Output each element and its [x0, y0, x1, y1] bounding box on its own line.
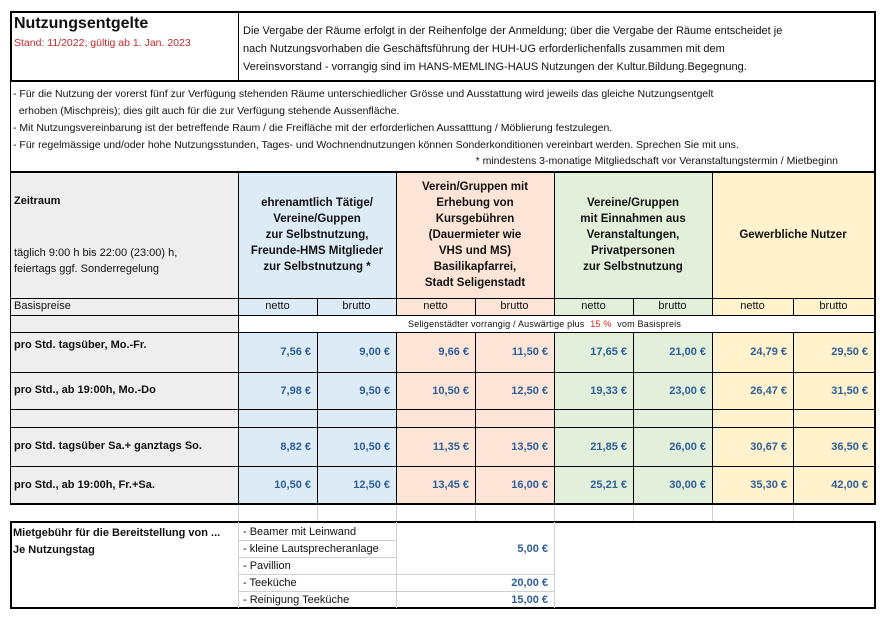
extras-price-equipment: 5,00 €	[517, 542, 548, 555]
row-label-cell	[11, 466, 238, 504]
price-cell: 11,35 €	[396, 427, 475, 466]
intro-line-2: nach Nutzungsvorhaben die Geschäftsführung der HUH-UG erforderlichenfalls zusammen mit dem	[243, 43, 725, 55]
extras-item: - Reinigung Teeküche	[243, 594, 350, 606]
row-divider	[10, 298, 876, 299]
group-1-line: Vereine/Guppen	[273, 213, 361, 225]
price-cell: 29,50 €	[793, 332, 874, 372]
brutto-label: brutto	[658, 300, 687, 312]
row-divider	[10, 332, 876, 333]
gridline	[475, 505, 476, 521]
note-line-4: - Für regelmässige und/oder hohe Nutzungsstunden, Tages- und Wochnendnutzungen können Sonderkonditionen vereinbart werden. Sprechen Sie mit uns.	[13, 139, 739, 151]
group-1-line: Freunde-HMS Mitglieder	[250, 245, 384, 257]
netto-label: netto	[423, 300, 448, 312]
col-divider	[475, 332, 476, 504]
group-1-line: ehrenamtlich Tätige/	[261, 197, 373, 209]
group-3-line: Privatpersonen	[591, 245, 675, 257]
row-divider	[10, 409, 876, 410]
extras-item: - Pavillion	[243, 560, 291, 572]
row-label-cell	[11, 372, 238, 409]
col-divider	[633, 298, 634, 315]
group-3-line: Vereine/Gruppen	[586, 197, 680, 209]
price-cell: 35,30 €	[712, 466, 793, 504]
netto-header	[554, 298, 633, 315]
row-label-cell	[11, 427, 238, 466]
col-divider	[554, 332, 555, 504]
col-divider	[633, 332, 634, 504]
price-cell: 12,50 €	[475, 372, 554, 409]
group-header-events	[554, 172, 712, 298]
col-divider	[10, 171, 11, 505]
gridline	[793, 505, 794, 521]
price-cell: 9,00 €	[317, 332, 396, 372]
netto-header	[712, 298, 793, 315]
price-cell: 23,00 €	[633, 372, 712, 409]
header-divider	[238, 12, 239, 82]
gridline	[317, 505, 318, 521]
price-cell: 8,82 €	[238, 427, 317, 466]
col-divider	[554, 171, 555, 315]
gridline	[712, 505, 713, 521]
row-divider	[10, 315, 876, 316]
gridline	[238, 505, 239, 521]
zeitraum-hours: täglich 9:00 h bis 22:00 (23:00) h,	[14, 247, 178, 259]
surcharge-after: vom Basispreis	[614, 318, 682, 329]
group-2-line: Erhebung von	[436, 197, 514, 209]
gridline	[554, 505, 555, 521]
zeitraum-holiday: feiertags ggf. Sonderregelung	[14, 263, 159, 275]
price-cell: 17,65 €	[554, 332, 633, 372]
price-cell: 9,66 €	[396, 332, 475, 372]
col-divider	[238, 171, 239, 505]
group-2-line: Stadt Seligenstadt	[424, 277, 526, 289]
gridline	[396, 505, 397, 521]
extras-item: - Beamer mit Leinwand	[243, 526, 357, 538]
row-label-cell	[11, 332, 238, 372]
intro-line-3: Vereinsvorstand - vorrangig sind im HANS-MEMLING-HAUS Nutzungen der Kultur.Bildung.Begegnung.	[243, 61, 747, 73]
table-bottom-border	[10, 503, 876, 505]
price-cell: 11,50 €	[475, 332, 554, 372]
col-divider	[793, 298, 794, 315]
price-cell: 7,56 €	[238, 332, 317, 372]
extras-label-1: Mietgebühr für die Bereitstellung von ...	[13, 527, 221, 539]
row-divider	[10, 427, 876, 428]
surcharge-row-label	[11, 315, 238, 332]
table-top-border	[10, 171, 876, 173]
zeitraum-header	[11, 172, 238, 298]
brutto-label: brutto	[342, 300, 371, 312]
group-3-line: Veranstaltungen,	[586, 229, 680, 241]
price-cell: 13,45 €	[396, 466, 475, 504]
extras-item: - kleine Lautsprecheranlage	[243, 543, 379, 555]
table-right-border	[874, 171, 876, 505]
price-cell: 21,00 €	[633, 332, 712, 372]
row-divider	[10, 466, 876, 467]
extras-row-divider	[239, 557, 396, 558]
group-3-line: zur Selbstnutzung	[583, 261, 683, 273]
col-divider	[712, 332, 713, 504]
group-header-commercial	[712, 172, 874, 298]
price-cell: 10,50 €	[238, 466, 317, 504]
price-cell: 30,00 €	[633, 466, 712, 504]
price-cell: 26,00 €	[633, 427, 712, 466]
extras-label-2: Je Nutzungstag	[13, 544, 95, 556]
netto-header	[238, 298, 317, 315]
price-cell: 13,50 €	[475, 427, 554, 466]
brutto-header	[633, 298, 712, 315]
row-label: pro Std. tagsüber, Mo.-Fr.	[14, 339, 147, 351]
page-title: Nutzungsentgelte	[14, 15, 149, 32]
brutto-header	[475, 298, 554, 315]
price-cell: 21,85 €	[554, 427, 633, 466]
group-1-line: zur Selbstnutzung *	[263, 261, 371, 273]
price-cell: 16,00 €	[475, 466, 554, 504]
price-cell: 26,47 €	[712, 372, 793, 409]
col-divider	[712, 171, 713, 315]
extras-row-divider	[239, 540, 396, 541]
col-divider	[396, 332, 397, 504]
price-cell: 7,98 €	[238, 372, 317, 409]
note-line-1: - Für die Nutzung der vorerst fünf zur Verfügung stehenden Räume unterschiedlicher Grösse und Ausstattung wird jeweils das gleiche Nutzungsentgelt	[13, 88, 714, 100]
group-header-volunteers	[238, 172, 396, 298]
price-cell: 31,50 €	[793, 372, 874, 409]
col-divider	[317, 332, 318, 504]
row-label: pro Std. tagsüber Sa.+ ganztags So.	[14, 440, 202, 452]
extras-divider	[238, 522, 239, 608]
price-cell: 25,21 €	[554, 466, 633, 504]
intro-line-1: Die Vergabe der Räume erfolgt in der Reihenfolge der Anmeldung; über die Vergabe der Räume entscheidet je	[243, 25, 783, 37]
brutto-label: brutto	[500, 300, 529, 312]
extras-price-teekueche: 20,00 €	[511, 577, 548, 589]
surcharge-note	[238, 315, 874, 332]
price-cell: 19,33 €	[554, 372, 633, 409]
brutto-label: brutto	[819, 300, 848, 312]
zeitraum-label: Zeitraum	[14, 195, 61, 207]
notes-right-border	[874, 82, 876, 172]
footnote: * mindestens 3-monatige Mitgliedschaft vor Veranstaltungstermin / Mietbeginn	[475, 155, 838, 167]
row-label: pro Std., ab 19:00h, Fr.+Sa.	[14, 478, 155, 491]
row-divider	[10, 372, 876, 373]
notes-left-border	[10, 82, 11, 172]
row-label: pro Std., ab 19:00h, Mo.-Do	[14, 384, 156, 396]
col-divider	[317, 298, 318, 315]
netto-label: netto	[265, 300, 290, 312]
group-header-courses	[396, 172, 554, 298]
price-cell: 9,50 €	[317, 372, 396, 409]
group-2-line: Basilikapfarrei,	[433, 261, 517, 273]
spacer-cell	[11, 409, 238, 427]
note-line-3: - Mit Nutzungsvereinbarung ist der betreffende Raum / die Freifläche mit der erforderlichen Aussatttung / Möblierung festzulegen.	[13, 122, 613, 134]
col-divider	[475, 298, 476, 315]
stand-date: Stand: 11/2022; gültig ab 1. Jan. 2023	[14, 37, 191, 49]
netto-label: netto	[740, 300, 765, 312]
price-cell: 36,50 €	[793, 427, 874, 466]
brutto-header	[317, 298, 396, 315]
price-cell: 30,67 €	[712, 427, 793, 466]
group-3-line: mit Einnahmen aus	[580, 213, 686, 225]
surcharge-before: Seligenstädter vorrangig / Auswärtige plus	[408, 318, 588, 329]
brutto-header	[793, 298, 874, 315]
basis-label-cell	[11, 298, 238, 315]
col-divider	[396, 171, 397, 315]
basis-label: Basispreise	[14, 300, 71, 312]
group-2-line: VHS und MS)	[438, 245, 512, 257]
note-line-2: erhoben (Mischpreis); dies gilt auch für die zur Verfügung stehende Aussenfläche.	[13, 105, 400, 117]
price-cell: 10,50 €	[317, 427, 396, 466]
price-cell: 10,50 €	[396, 372, 475, 409]
netto-label: netto	[581, 300, 606, 312]
price-cell: 12,50 €	[317, 466, 396, 504]
group-2-line: (Dauermieter wie	[428, 229, 522, 241]
netto-header	[396, 298, 475, 315]
group-2-line: Kursgebühren	[435, 213, 515, 225]
group-2-line: Verein/Gruppen mit	[421, 181, 529, 193]
col-divider	[793, 332, 794, 504]
price-cell: 42,00 €	[793, 466, 874, 504]
surcharge-percent: 15 %	[590, 318, 612, 329]
extras-divider	[554, 522, 555, 608]
extras-price-reinigung: 15,00 €	[511, 594, 548, 606]
group-4-line: Gewerbliche Nutzer	[739, 229, 847, 241]
group-1-line: zur Selbstnutzung,	[265, 229, 369, 241]
extras-item: - Teeküche	[243, 577, 297, 589]
gridline	[633, 505, 634, 521]
price-cell: 24,79 €	[712, 332, 793, 372]
